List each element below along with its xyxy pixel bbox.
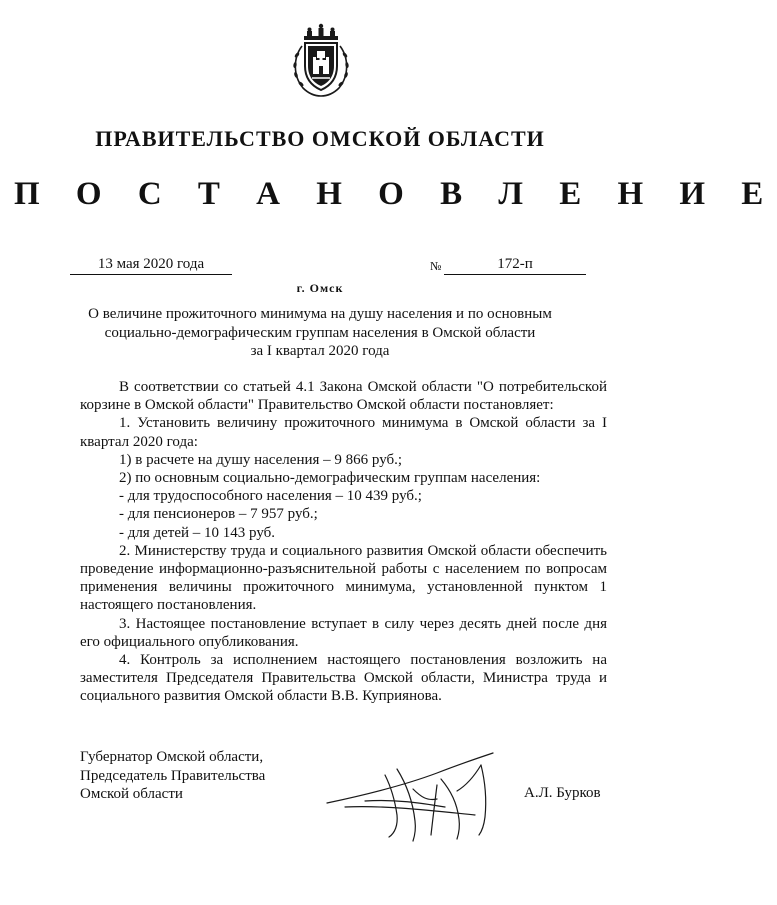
body-paragraph: - для трудоспособного населения – 10 439 руб.; [119,488,422,505]
signer-name: А.Л. Бурков [524,785,601,801]
body-paragraph: В соответствии со статьей 4.1 Закона Омской области "О потребительской корзине в Омской области" Правительство Омской области постановляет: [80,379,607,414]
body-paragraph: - для детей – 10 143 руб. [119,524,276,541]
document-number: 172-п [444,255,586,275]
document-date: 13 мая 2020 года [70,255,232,275]
handwritten-signature-icon [325,745,515,845]
body-paragraph: 2) по основным социально-демографическим группам населения: [119,470,541,487]
body-paragraph: 3. Настоящее постановление вступает в силу через десять дней после дня его официального опубликования. [80,615,607,650]
signatory-title [80,748,265,804]
document-body [80,378,607,706]
signatory-title-line: Омской области [80,786,183,802]
body-paragraph: - для пенсионеров – 7 957 руб.; [119,506,318,523]
signatory-title-line: Председатель Правительства [80,767,266,784]
subject-line: социально-демографическим группам населения в Омской области [104,324,536,341]
body-paragraph: 4. Контроль за исполнением настоящего постановления возложить на заместителя Председателя Правительства Омской области, Министра труда и социального развития Омской области В.В. Куприянова. [80,652,607,705]
body-paragraph: 1. Установить величину прожиточного минимума в Омской области за I квартал 2020 года: [80,415,607,450]
document-subject [60,305,580,361]
signatory-title-line: Губернатор Омской области, [80,749,264,765]
subject-line: О величине прожиточного минимума на душу населения и по основным [88,306,552,322]
body-paragraph: 1) в расчете на душу населения – 9 866 руб.; [119,451,403,468]
organization-title: ПРАВИТЕЛЬСТВО ОМСКОЙ ОБЛАСТИ [95,126,545,151]
number-sign: № [430,259,442,273]
coat-of-arms-icon [290,22,352,98]
document-type-title: П О С Т А Н О В Л Е Н И Е [14,176,777,212]
body-paragraph: 2. Министерству труда и социального развития Омской области обеспечить проведение информационно-разъяснительной работы с населением по вопросам применения величины прожиточного минимума, установленной пунктом 1 настоящего постановления. [80,542,607,614]
subject-line: за I квартал 2020 года [250,343,390,359]
city-label: г. Омск [296,281,344,295]
